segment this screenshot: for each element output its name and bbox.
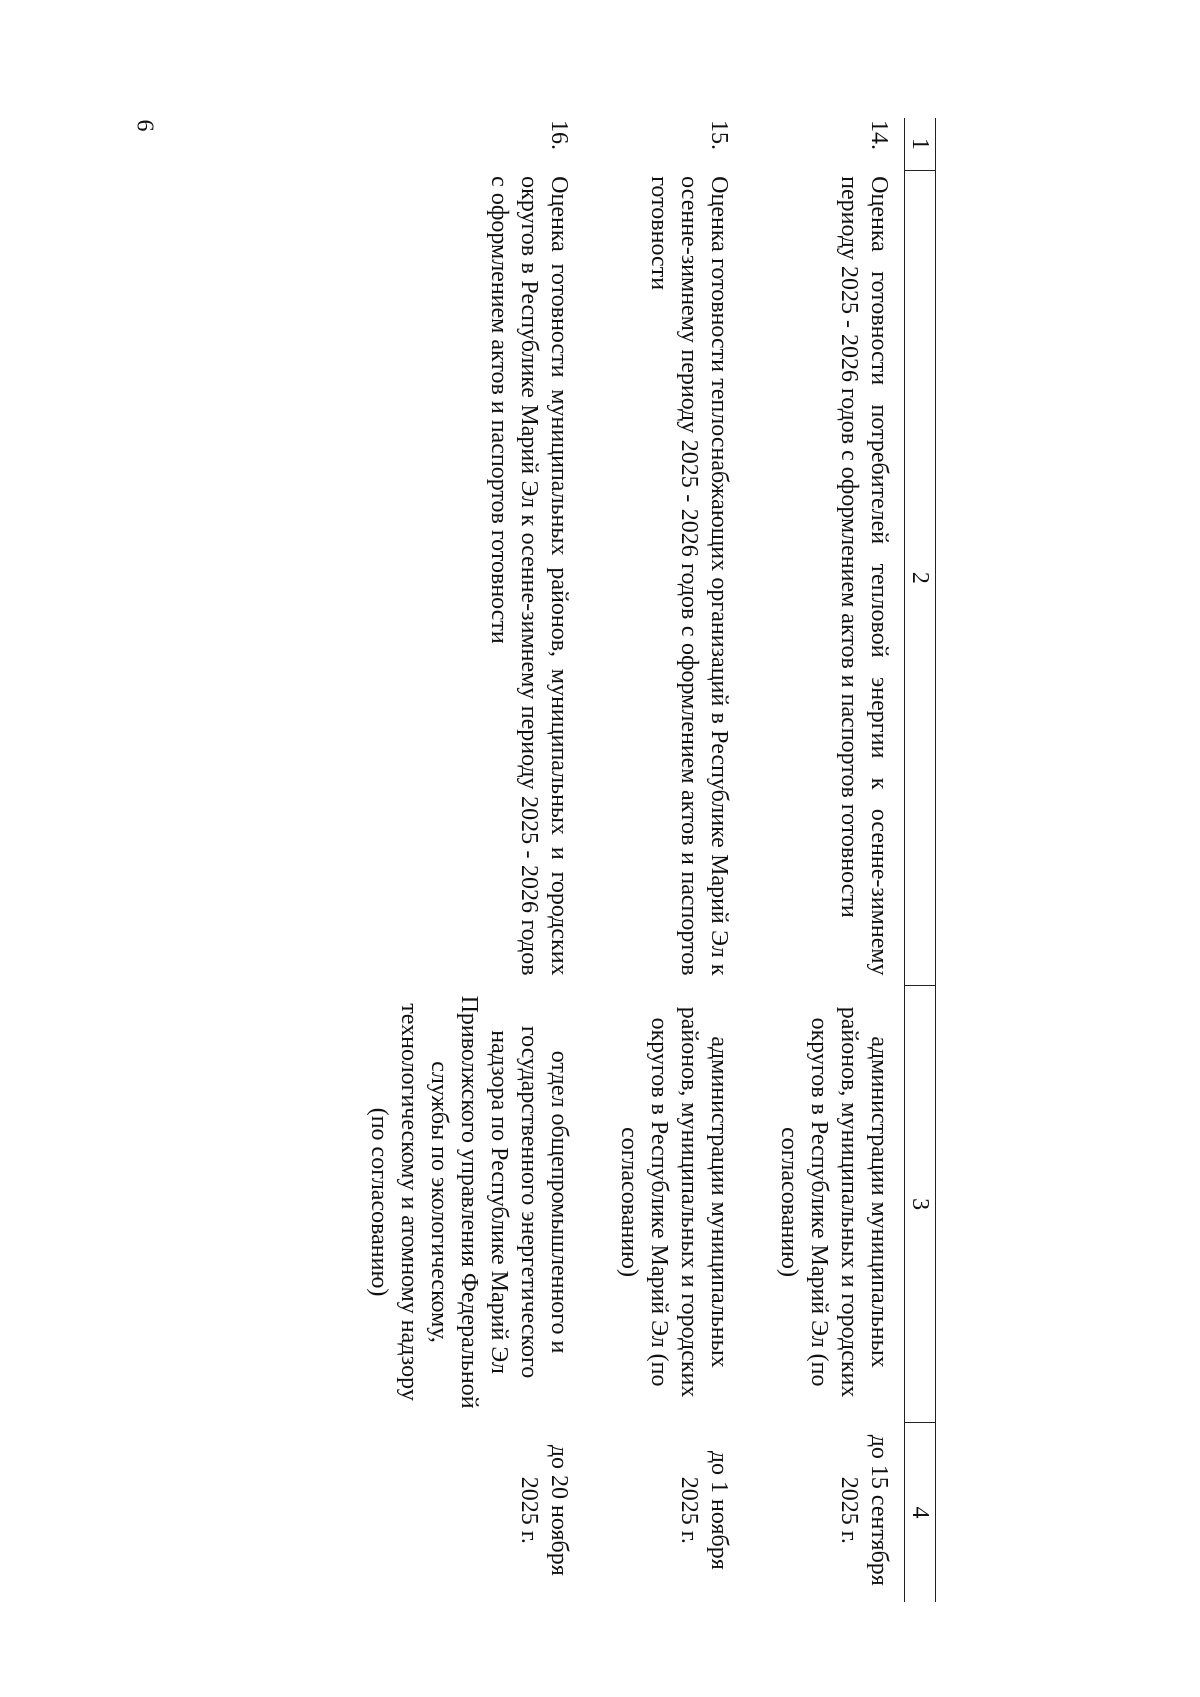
responsible-text: администрации муниципальных районов, муниципальных и городских округов в Республике Марий Эл (по согласованию) <box>776 1006 892 1398</box>
table-row <box>584 118 744 1602</box>
column-header-1: 1 <box>905 118 936 170</box>
column-header-3: 3 <box>905 986 936 1423</box>
row-number: 15. <box>706 120 732 150</box>
table-header-row <box>905 118 936 1602</box>
table-row <box>744 118 905 1602</box>
deadline-text: до 1 ноября 2025 г. <box>676 1450 732 1570</box>
task-text: Оценка готовности потребителей тепловой энергии к осенне-зимнему периоду 2025 - 2026 годов с оформлением актов и паспортов готовности <box>836 176 892 976</box>
table-row <box>244 118 584 1602</box>
responsible-text: отдел общепромышленного и государственного энергетического надзора по Республике Марий Эл Приволжского управления Федеральной службы по экологическому, технологическому и атомному надзору (по согласованию) <box>366 995 572 1409</box>
responsible-text: администрации муниципальных районов, муниципальных и городских округов в Республике Марий Эл (по согласованию) <box>616 1006 732 1398</box>
deadline-text: до 20 ноября 2025 г. <box>516 1444 572 1576</box>
page-number: 6 <box>131 119 158 132</box>
task-text: Оценка готовности муниципальных районов, муниципальных и городских округов в Республике Марий Эл к осенне-зимнему периоду 2025 - 2026 годов с оформлением актов и паспортов готовности <box>486 176 572 976</box>
row-number: 16. <box>546 120 572 150</box>
document-table <box>244 118 936 1602</box>
document-table-frame <box>211 118 936 1602</box>
deadline-text: до 15 сентября 2025 г. <box>836 1434 892 1586</box>
column-header-2: 2 <box>905 170 936 985</box>
column-header-4: 4 <box>905 1423 936 1602</box>
row-number: 14. <box>866 120 892 150</box>
task-text: Оценка готовности теплоснабжающих организаций в Республике Марий Эл к осенне-зимнему периоду 2025 - 2026 годов с оформлением актов и паспортов готовности <box>646 176 732 976</box>
